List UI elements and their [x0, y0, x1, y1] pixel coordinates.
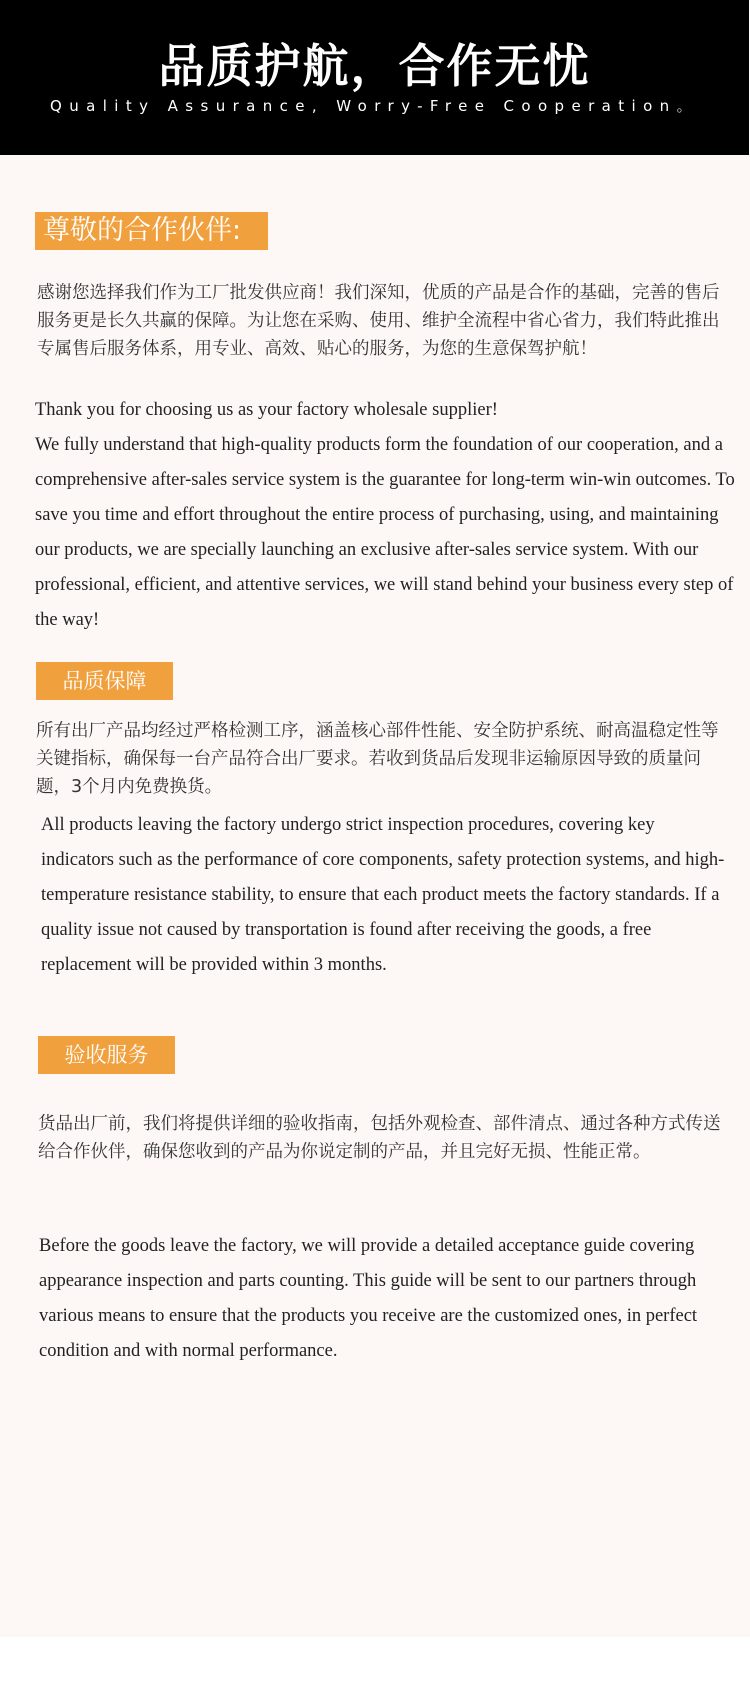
quality-text-zh: 所有出厂产品均经过严格检测工序，涵盖核心部件性能、安全防护系统、耐高温稳定性等关键指标，确保每一台产品符合出厂要求。若收到货品后发现非运输原因导致的质量问题，3个月内免费换货。	[36, 721, 719, 797]
acceptance-section-badge: 验收服务	[38, 1036, 175, 1074]
page-title: 品质护航，合作无忧	[158, 39, 591, 93]
quality-section-badge: 品质保障	[36, 662, 173, 700]
page-subtitle: Quality Assurance, Worry-Free Cooperation。	[50, 97, 699, 115]
acceptance-text-en: Before the goods leave the factory, we will provide a detailed acceptance guide covering appearance inspection and parts counting. This guide will be sent to our partners through various means to ensure that the products you receive are the customized ones, in perfect condition and with normal performance.	[39, 1236, 698, 1361]
acceptance-text-zh: 货品出厂前，我们将提供详细的验收指南，包括外观检查、部件清点、通过各种方式传送给合作伙伴，确保您收到的产品为你说定制的产品，并且完好无损、性能正常。	[38, 1114, 721, 1162]
greeting-badge: 尊敬的合作伙伴:	[35, 212, 268, 250]
header-banner	[0, 0, 749, 155]
intro-text-zh: 感谢您选择我们作为工厂批发供应商！我们深知，优质的产品是合作的基础，完善的售后服务更是长久共赢的保障。为让您在采购、使用、维护全流程中省心省力，我们特此推出专属售后服务体系，用专业、高效、贴心的服务，为您的生意保驾护航！	[37, 283, 720, 359]
intro-text-en: We fully understand that high-quality products form the foundation of our cooperation, and a comprehensive after-sales service system is the guarantee for long-term win-win outcomes. To save you time and effort throughout the entire process of purchasing, using, and maintaining our products, we are specially launching an exclusive after-sales service system. With our professional, efficient, and attentive services, we will stand behind your business every step of the way!	[35, 435, 735, 630]
intro-thanks-en: Thank you for choosing us as your factory wholesale supplier!	[35, 400, 498, 420]
quality-text-en: All products leaving the factory undergo strict inspection procedures, covering key indicators such as the performance of core components, safety protection systems, and high-temperature resistance stability, to ensure that each product meets the factory standards. If a quality issue not caused by transportation is found after receiving the goods, a free replacement will be provided within 3 months.	[41, 815, 725, 975]
